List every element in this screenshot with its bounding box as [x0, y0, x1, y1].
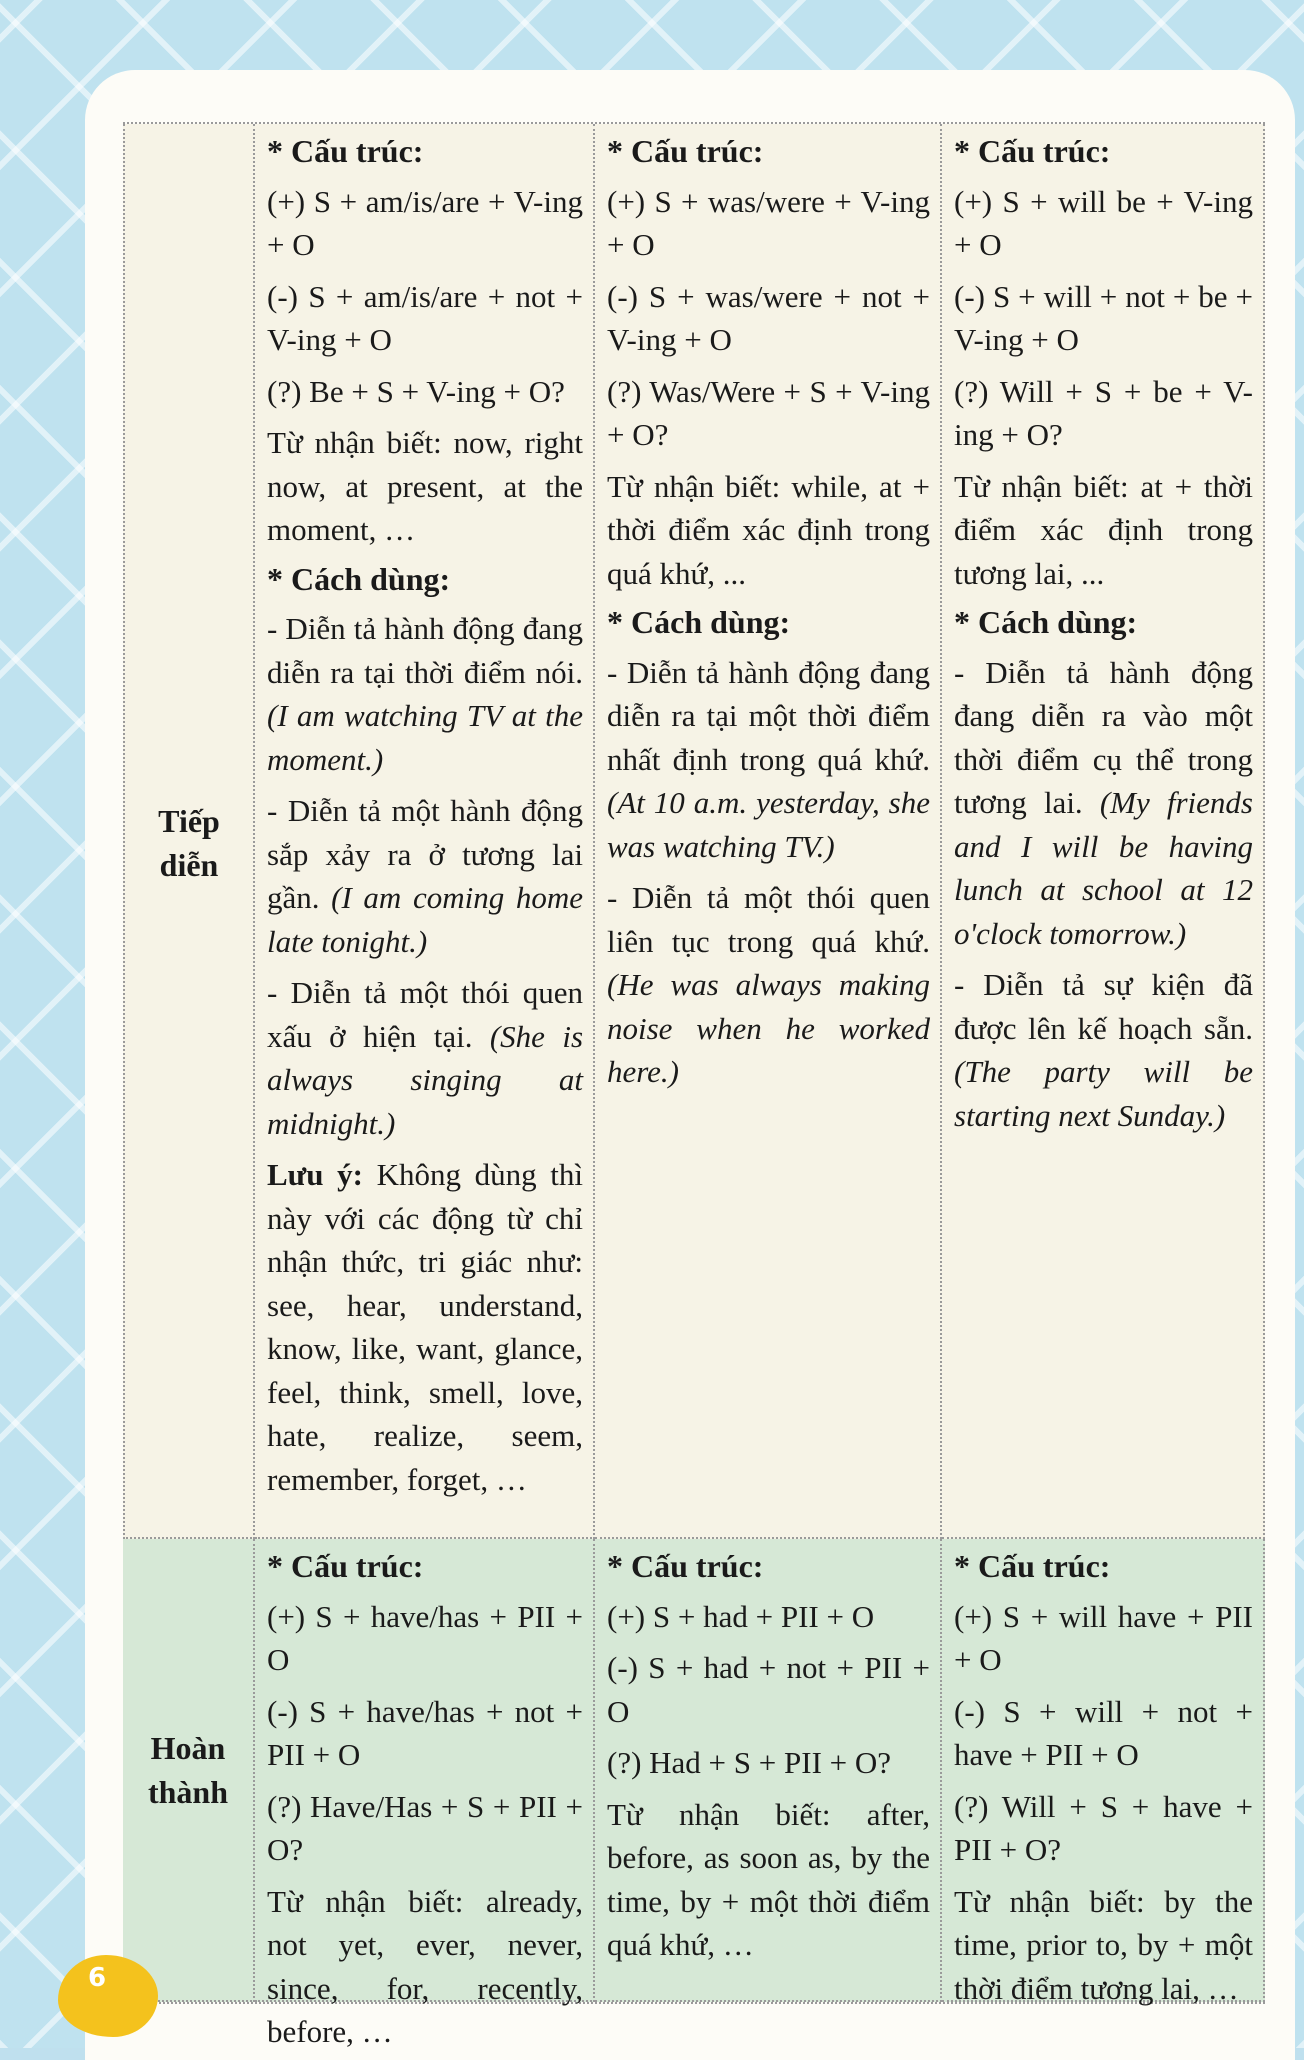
text-paragraph [954, 1690, 1253, 1777]
example-text: (My friends and I will be having lunch at school at 12 o'clock tomorrow.) [954, 785, 1253, 951]
paragraph-text: - Diễn tả một hành động sắp xảy ra ở tương lai gần. [267, 793, 583, 915]
paragraph-text: (-) S + was/were + not + V-ing + O [607, 278, 930, 357]
paragraph-text: (+) S + will be + V-ing + O [954, 183, 1253, 262]
past-continuous-cell [595, 124, 942, 1539]
text-paragraph [954, 963, 1253, 1137]
section-heading: * Cấu trúc: [267, 133, 424, 169]
paragraph-text: (?) Will + S + have + PII + O? [954, 1788, 1253, 1867]
paragraph-text: - Diễn tả sự kiện đã được lên kế hoạch sẵn. [954, 967, 1253, 1046]
note-paragraph [267, 1153, 583, 1501]
paragraph-text: Từ nhận biết: after, before, as soon as, by the time, by + một thời điểm quá khứ, … [607, 1796, 930, 1962]
text-paragraph [267, 1690, 583, 1777]
paragraph-text: (?) Will + S + be + V-ing + O? [954, 373, 1253, 452]
example-text: (I am coming home late tonight.) [267, 880, 583, 959]
text-paragraph [607, 370, 930, 457]
example-text: (At 10 a.m. yesterday, she was watching TV.) [607, 785, 930, 864]
text-paragraph [607, 1741, 930, 1785]
text-paragraph [954, 651, 1253, 956]
example-text: (He was always making noise when he worked here.) [607, 967, 930, 1089]
paragraph-text: - Diễn tả một thói quen xấu ở hiện tại. [267, 975, 583, 1054]
text-paragraph [267, 1880, 583, 2054]
tense-label-continuous: Tiếp diễn [123, 124, 255, 1539]
present-continuous-cell [255, 124, 595, 1539]
paragraph-text: - Diễn tả hành động đang diễn ra tại thời điểm nói. [267, 611, 583, 690]
paragraph-text: (?) Was/Were + S + V-ing + O? [607, 373, 930, 452]
text-paragraph [607, 1646, 930, 1733]
text-paragraph [607, 1595, 930, 1639]
text-paragraph [607, 876, 930, 1094]
text-paragraph [954, 465, 1253, 596]
text-paragraph [607, 180, 930, 267]
text-paragraph [607, 465, 930, 596]
paragraph-text: - Diễn tả hành động đang diễn ra vào một thời điểm cụ thể trong tương lai. [954, 654, 1253, 820]
paragraph-text: - Diễn tả một thói quen liên tục trong quá khứ. [607, 880, 930, 959]
section-heading: * Cấu trúc: [954, 1548, 1111, 1584]
tense-label-perfect: Hoàn thành [123, 1539, 255, 2002]
text-paragraph [954, 1880, 1253, 2011]
paragraph-text: (-) S + will + not + have + PII + O [954, 1693, 1253, 1772]
example-text: (The party will be starting next Sunday.) [954, 1054, 1253, 1133]
text-paragraph [954, 1785, 1253, 1872]
text-paragraph [954, 180, 1253, 267]
paragraph-text: Từ nhận biết: by the time, prior to, by + một thời điểm tương lai, … [954, 1883, 1253, 2006]
present-perfect-cell [255, 1539, 595, 2049]
paragraph-text: Từ nhận biết: while, at + thời điểm xác định trong quá khứ, ... [607, 468, 930, 591]
text-paragraph [267, 370, 583, 414]
text-paragraph [267, 971, 583, 1145]
paragraph-text: Từ nhận biết: already, not yet, ever, never, since, for, recently, before, … [267, 1883, 583, 2049]
paragraph-text: (+) S + will have + PII + O [954, 1598, 1253, 1677]
paragraph-text: (+) S + have/has + PII + O [267, 1598, 583, 1677]
paragraph-text: (?) Have/Has + S + PII + O? [267, 1788, 583, 1867]
paragraph-text: - Diễn tả hành động đang diễn ra tại một thời điểm nhất định trong quá khứ. [607, 654, 930, 777]
paragraph-text: Từ nhận biết: at + thời điểm xác định trong tương lai, ... [954, 468, 1253, 591]
note-text: Không dùng thì này với các động từ chỉ nhận thức, tri giác như: see, hear, understand, know, like, want, glance, feel, think, smell, love, hate, realize, seem, remember, forget, … [267, 1157, 583, 1497]
paragraph-text: (-) S + had + not + PII + O [607, 1650, 930, 1729]
paragraph-text: (+) S + was/were + V-ing + O [607, 183, 930, 262]
section-heading: * Cấu trúc: [607, 133, 764, 169]
section-heading: * Cấu trúc: [954, 133, 1111, 169]
paragraph-text: (?) Be + S + V-ing + O? [267, 373, 565, 409]
text-paragraph [267, 789, 583, 963]
grammar-table [123, 122, 1265, 2049]
text-paragraph [267, 1595, 583, 1682]
text-paragraph [267, 421, 583, 552]
past-perfect-cell [595, 1539, 942, 2002]
text-paragraph [607, 275, 930, 362]
paragraph-text: (+) S + am/is/are + V-ing + O [267, 183, 583, 262]
page-number-badge [58, 1955, 158, 2037]
text-paragraph [607, 1793, 930, 1967]
paragraph-text: (-) S + have/has + not + PII + O [267, 1693, 583, 1772]
paragraph-text: (-) S + am/is/are + not + V-ing + O [267, 278, 583, 357]
future-perfect-cell [942, 1539, 1265, 2006]
section-heading: * Cấu trúc: [267, 1548, 424, 1584]
text-paragraph [267, 275, 583, 362]
text-paragraph [954, 1595, 1253, 1682]
paragraph-text: (?) Had + S + PII + O? [607, 1745, 892, 1780]
future-continuous-cell [942, 124, 1265, 1539]
text-paragraph [607, 651, 930, 869]
text-paragraph [267, 1785, 583, 1872]
paragraph-text: (-) S + will + not + be + V-ing + O [954, 278, 1253, 357]
paragraph-text: (+) S + had + PII + O [607, 1598, 875, 1634]
section-heading: * Cách dùng: [607, 604, 791, 640]
text-paragraph [267, 180, 583, 267]
section-heading: * Cách dùng: [954, 604, 1138, 640]
example-text: (She is always singing at midnight.) [267, 1018, 584, 1141]
text-paragraph [954, 275, 1253, 362]
example-text: (I am watching TV at the moment.) [267, 698, 583, 777]
note-label: Lưu ý: [267, 1157, 363, 1192]
section-heading: * Cách dùng: [267, 560, 451, 597]
page-number: 6 [87, 1963, 107, 1993]
text-paragraph [267, 607, 583, 781]
paragraph-text: Từ nhận biết: now, right now, at present, at the moment, … [267, 425, 583, 547]
text-paragraph [954, 370, 1253, 457]
section-heading: * Cấu trúc: [607, 1548, 764, 1584]
